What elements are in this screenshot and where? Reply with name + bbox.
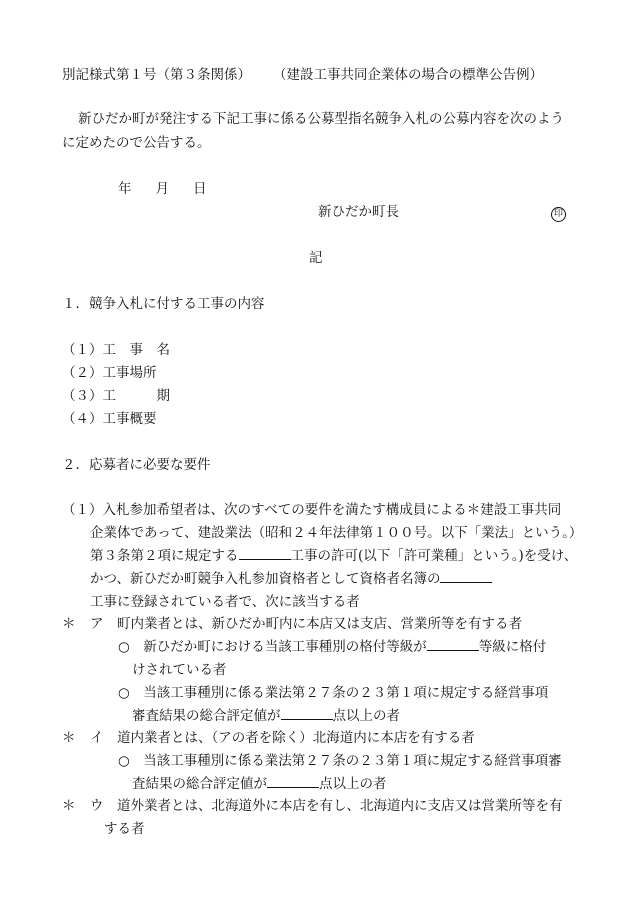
blank-grade [427,638,479,651]
requirement-line-5: 工事に登録されている者で、次に該当する者 [90,594,360,610]
item-i-bullet-1: ○ 当該工事種別に係る業法第２７条の２３第１項に規定する経営事項審 [118,753,562,769]
issuer-name: 新ひだか町長 [318,204,399,220]
item-i-label: イ 道内業者とは、（アの者を除く）北海道内に本店を有する者 [90,730,475,746]
item-u-label: ウ 道外業者とは、北海道外に本店を有し、北海道内に支店又は営業所等を有 [90,798,563,814]
date-day: 日 [193,181,207,197]
blank-license-type [239,547,291,560]
date-year: 年 [118,181,132,197]
seal-mark: 印 [551,207,566,222]
item-a-label: ア 町内業者とは、新ひだか町内に本店又は支店、営業所等を有する者 [90,616,522,632]
requirement-line-4: かつ、新ひだか町競争入札参加資格者として資格者名簿の [90,570,492,588]
date-month: 月 [155,181,169,197]
asterisk-mark: ＊ [62,616,76,632]
section-1-heading: １．競争入札に付する工事の内容 [62,296,265,312]
requirement-line-3: 第３条第２項に規定する 工事の許可(以下「許可業種」という。)を受け、 [90,548,578,564]
ki-heading: 記 [309,250,323,266]
blank-score [281,707,333,720]
asterisk-mark: ＊ [62,730,76,746]
intro-line-1: 新ひだか町が発注する下記工事に係る公募型指名競争入札の公募内容を次のよう [78,111,564,127]
issuer-seal [551,203,566,222]
item-a-bullet-1: ○ 新ひだか町における当該工事種別の格付等級が 等級に格付 [118,639,547,655]
requirement-line-2: 企業体であって、建設業法（昭和２４年法律第１００号。以下「業法」という。） [90,525,583,541]
blank-registry-type [440,570,492,583]
item-a-bullet-1-cont: けされている者 [132,662,227,678]
form-subtitle: （建設工事共同企業体の場合の標準公告例） [273,67,543,83]
section-1-item: （４）工事概要 [62,411,157,427]
section-1-item: （１）工 事 名 [62,342,170,358]
blank-score [267,775,319,788]
requirement-line-1: （１）入札参加希望者は、次のすべての要件を満たす構成員による＊建設工事共同 [62,502,562,518]
section-1-item: （２）工事場所 [62,365,157,381]
item-a-bullet-2-cont: 審査結果の総合評定値が 点以上の者 [132,708,400,724]
section-1-item: （３）工 期 [62,388,170,404]
form-number: 別記様式第１号（第３条関係） [62,67,251,83]
form-number-line [62,66,543,84]
section-2-heading: ２．応募者に必要な要件 [62,457,211,473]
intro-line-2: に定めたので公告する。 [62,135,211,151]
item-a-bullet-2: ○ 当該工事種別に係る業法第２７条の２３第１項に規定する経営事項 [118,685,549,701]
date-line [118,180,207,198]
item-u-label-cont: する者 [104,821,145,837]
item-i-bullet-1-cont: 査結果の総合評定値が 点以上の者 [132,776,387,792]
asterisk-mark: ＊ [62,798,76,814]
